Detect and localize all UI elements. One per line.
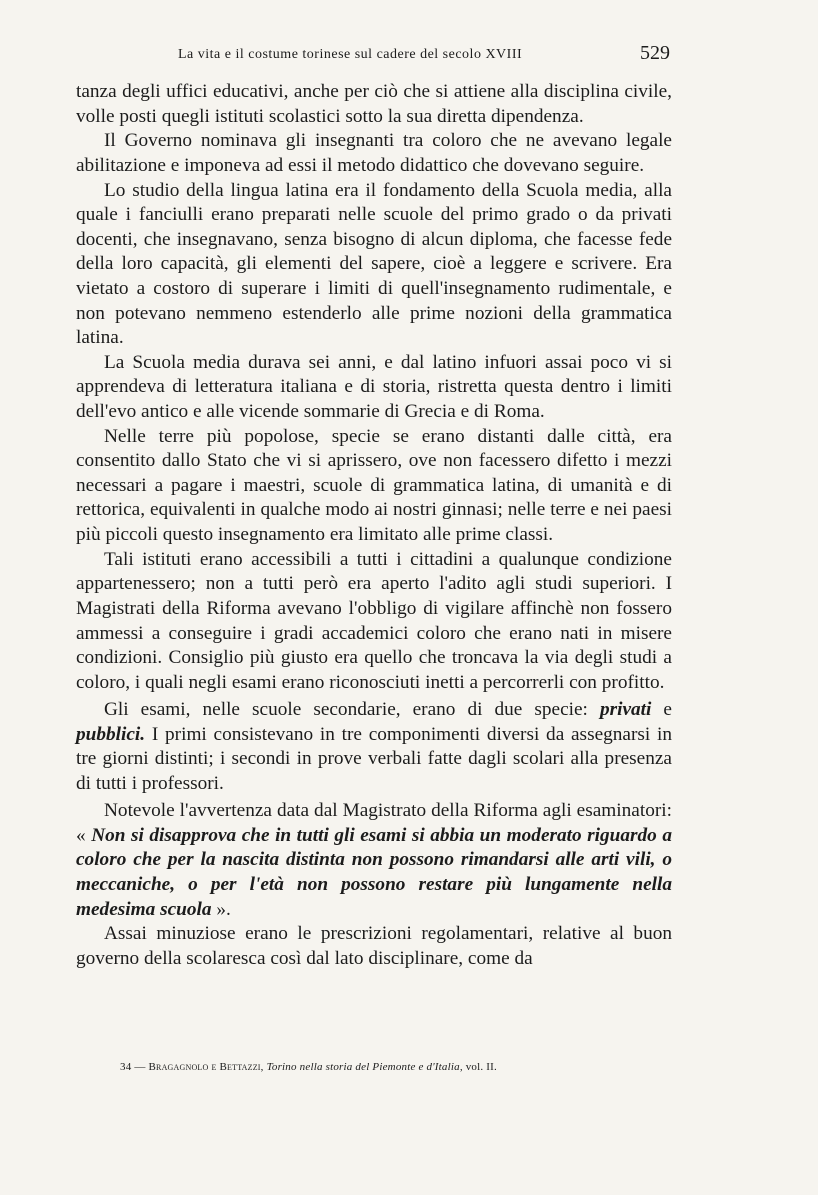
paragraph-continuation: tanza degli uffici educativi, anche per ciò che si attiene alla disciplina civile, volle posti quegli istituti scolastici sotto la sua diretta dipendenza. bbox=[76, 81, 672, 127]
footnote-volume: vol. II. bbox=[462, 1061, 497, 1073]
exams-text-before: Gli esami, nelle scuole secondarie, erano di due specie: bbox=[104, 699, 600, 721]
exams-text-and: e bbox=[651, 699, 672, 721]
paragraph-istituti: Tali istituti erano accessibili a tutti i cittadini a qualunque condizione appartenessero; non a tutti però era aperto l'adito agli studi superiori. I Magistrati della Riforma avevano l'obbligo di vigilare affinchè non fossero ammessi a conseguire i gradi accademici coloro che erano nati in misere condizioni. Consiglio più giusto era quello che troncava la via degli studi a coloro, i quali negli esami erano riconosciuti inetti a percorrerli con profitto. bbox=[76, 548, 672, 693]
term-privati: privati bbox=[599, 699, 652, 721]
paragraph-terre-popolose: Nelle terre più popolose, specie se erano distanti dalle città, era consentito dallo Stato che vi si aprissero, ove non facessero difetto i mezzi necessari a pagare i maestri, scuole di grammatica latina, di umanità e di rettorica, equivalenti in qualche modo ai nostri ginnasi; nelle terre e nei paesi più piccoli questo insegnamento era limitato alle prime classi. bbox=[76, 425, 672, 546]
term-pubblici: pubblici. bbox=[76, 723, 146, 745]
quote-close: ». bbox=[211, 898, 231, 920]
body-text bbox=[76, 80, 672, 972]
paragraph-avvertenza bbox=[76, 799, 672, 922]
running-title: La vita e il costume torinese sul cadere del secolo XVIII bbox=[178, 47, 523, 62]
footnote-signature bbox=[120, 1061, 680, 1073]
paragraph-scuola-media: La Scuola media durava sei anni, e dal latino infuori assai poco vi si apprendeva di letteratura italiana e di storia, ristretta questa dentro i limiti dell'evo antico e alle vicende sommarie di Grecia e di Roma. bbox=[76, 351, 672, 422]
exams-text-after: I primi consistevano in tre componimenti diversi da assegnarsi in tre giorni distinti; i secondi in prove verbali fatte dagli scolari alla presenza di tutti i professori. bbox=[76, 723, 672, 794]
footnote-work-title: Torino nella storia del Piemonte e d'Italia, bbox=[266, 1061, 463, 1073]
paragraph-governo: Il Governo nominava gli insegnanti tra coloro che ne avevano legale abilitazione e imponeva ad essi il metodo didattico che dovevano seguire. bbox=[76, 130, 672, 176]
page-number: 529 bbox=[640, 42, 670, 64]
signature-mark: 34 — bbox=[120, 1061, 149, 1073]
quote-lead: Notevole l'avvertenza data dal Magistrato della Riforma agli esaminatori: « bbox=[76, 800, 672, 846]
paragraph-prescrizioni: Assai minuziose erano le prescrizioni regolamentari, relative al buon governo della scolaresca così dal lato disciplinare, come da bbox=[76, 923, 672, 969]
footnote-authors: Bragagnolo e Bettazzi, bbox=[148, 1061, 264, 1073]
paragraph-lingua-latina: Lo studio della lingua latina era il fondamento della Scuola media, alla quale i fanciulli erano preparati nelle scuole del primo grado o da privati docenti, che insegnavano, senza bisogno di alcun diploma, che facesse fede della loro capacità, gli elementi del sapere, cioè a leggere e scrivere. Era vietato a costoro di superare i limiti di quell'insegnamento rudimentale, e non potevano nemmeno estenderlo alle prime nozioni della grammatica latina. bbox=[76, 179, 672, 349]
magistrato-quote: Non si disapprova che in tutti gli esami si abbia un moderato riguardo a coloro che per la nascita distinta non possono rimandarsi alle arti vili, o meccaniche, o per l'età non possono restare più lungamente nella medesima scuola bbox=[76, 824, 672, 920]
paragraph-esami bbox=[76, 698, 672, 796]
page-header bbox=[0, 42, 818, 70]
